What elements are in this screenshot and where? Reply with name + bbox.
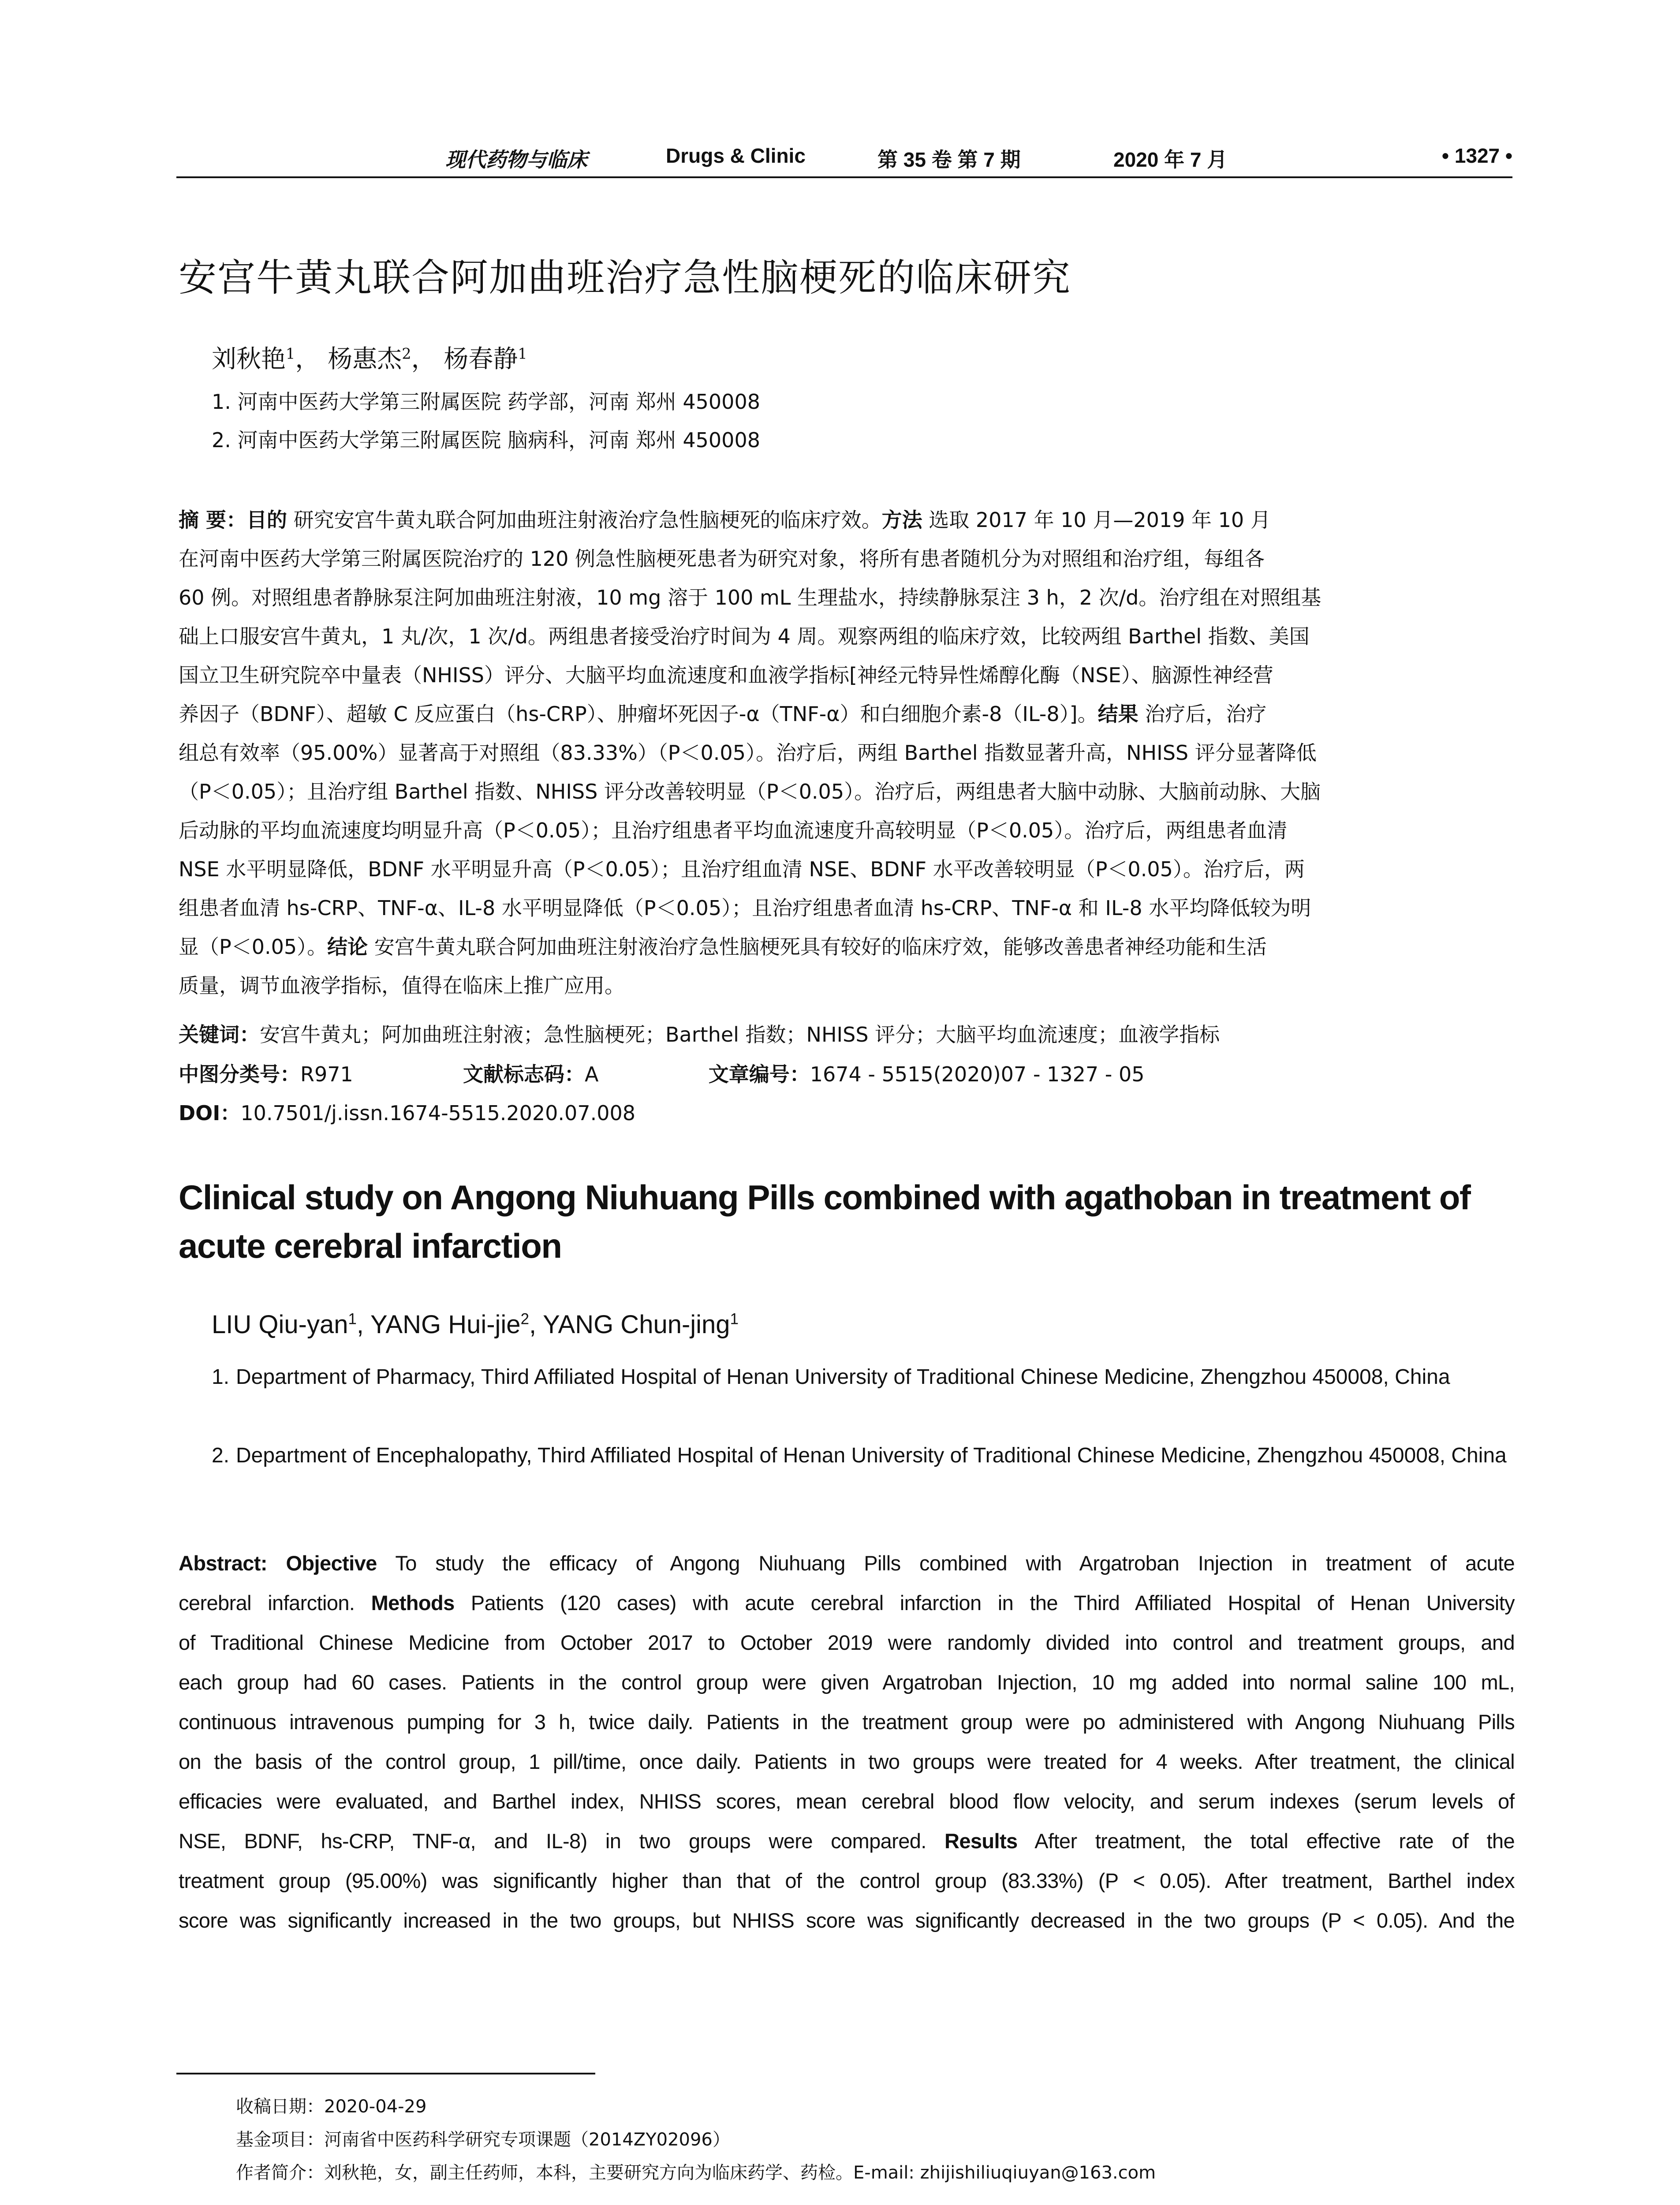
cn-abstract-line: 后动脉的平均血流速度均明显升高（P＜0.05）；且治疗组患者平均血流速度升高较明显（P＜0.05）。治疗后，两组患者血清 [179,818,1288,842]
en-abstract-line: on the basis of the control group, 1 pill/time, once daily. Patients in two groups were treated for 4 weeks. After treatment, the clinical [179,1750,1515,1773]
en-title: Clinical study on Angong Niuhuang Pills combined with agathoban in treatment of acute cerebral infarction [179,1178,1471,1265]
cn-abstract-line: 组患者血清 hs-CRP、TNF-α、IL-8 水平明显降低（P＜0.05）；且治疗组患者血清 hs-CRP、TNF-α 和 IL-8 水平均降低较为明 [179,896,1311,920]
author-sup: 1 [730,1310,739,1328]
en-abstract-line: each group had 60 cases. Patients in the control group were given Argatroban Injection, 10 mg added into normal saline 100 mL, [179,1671,1515,1694]
en-abstract-line: efficacies were evaluated, and Barthel index, NHISS scores, mean cerebral blood flow velocity, and serum indexes (serum levels of [179,1790,1515,1813]
cn-abstract-line: 质量，调节血液学指标，值得在临床上推广应用。 [179,974,625,998]
doi-line: DOI：10.7501/j.issn.1674-5515.2020.07.008 [179,1101,636,1125]
page-number: • 1327 • [1441,144,1512,167]
cn-abstract-line: NSE 水平明显降低，BDNF 水平明显升高（P＜0.05）；且治疗组血清 NSE、BDNF 水平改善较明显（P＜0.05）。治疗后，两 [179,857,1305,881]
cn-abstract-line: 组总有效率（95.00%）显著高于对照组（83.33%）（P＜0.05）。治疗后，两组 Barthel 指数显著升高，NHISS 评分显著降低 [179,741,1317,765]
en-abstract-line: Abstract: Objective To study the efficacy of Angong Niuhuang Pills combined with Argatroban Injection in treatment of acute [179,1551,1515,1575]
cn-abstract-line: 础上口服安宫牛黄丸，1 丸/次，1 次/d。两组患者接受治疗时间为 4 周。观察两组的临床疗效，比较两组 Barthel 指数、美国 [179,624,1310,648]
en-abstract-line: of Traditional Chinese Medicine from October 2017 to October 2019 were randomly divided into control and treatment groups, and [179,1631,1515,1654]
author-sup: 1 [348,1310,357,1328]
classification-line: 中图分类号：R971 文献标志码：A 文章编号：1674 - 5515(2020)07 - 1327 - 05 [179,1062,1145,1086]
cn-abstract-line: 摘 要：目的 研究安宫牛黄丸联合阿加曲班注射液治疗急性脑梗死的临床疗效。方法 选取 2017 年 10 月—2019 年 10 月 [179,508,1271,532]
en-abstract-line: continuous intravenous pumping for 3 h, twice daily. Patients in the treatment group were po administered with Angong Niuhuang Pills [179,1710,1515,1734]
cn-abstract-line: 国立卫生研究院卒中量表（NHISS）评分、大脑平均血流速度和血液学指标[神经元特异性烯醇化酶（NSE）、脑源性神经营 [179,663,1273,687]
funding: 基金项目：河南省中医药科学研究专项课题（2014ZY02096） [236,2130,730,2150]
author-name: 杨惠杰 [328,345,402,374]
author-sup: 1 [518,345,527,363]
footnote-rule [176,2073,595,2074]
cn-abstract-line: 在河南中医药大学第三附属医院治疗的 120 例急性脑梗死患者为研究对象，将所有患者随机分为对照组和治疗组，每组各 [179,547,1265,571]
en-abstract-line: score was significantly increased in the two groups, but NHISS score was significantly decreased in the two groups (P < 0.05). And the [179,1909,1515,1932]
en-abstract [179,1544,1515,1940]
running-header [176,140,1512,176]
author-sup: 2 [520,1310,529,1328]
en-abstract-line: cerebral infarction. Methods Patients (120 cases) with acute cerebral infarction in the Third Affiliated Hospital of Henan University [179,1591,1515,1615]
author-name: YANG Chun-jing [543,1310,730,1339]
cn-abstract [179,501,1512,1005]
volume-issue: 第 35 卷 第 7 期 [877,148,1021,171]
cn-affiliation-1: 1. 河南中医药大学第三附属医院 药学部，河南 郑州 450008 [212,390,760,414]
author-name: 杨春静 [444,345,518,374]
author-sup: 2 [402,345,411,363]
author-name: LIU Qiu-yan [212,1310,348,1339]
issue-date: 2020 年 7 月 [1113,148,1228,171]
author-sup: 1 [286,345,295,363]
en-authors: LIU Qiu-yan$^1$, YANG Hui-jie$^2$, YANG Chun-jing$^1$ [212,1310,739,1339]
cn-title: 安宫牛黄丸联合阿加曲班治疗急性脑梗死的临床研究 [179,256,1071,300]
header-rule [176,176,1512,178]
en-abstract-line: treatment group (95.00%) was significantly higher than that of the control group (83.33%) (P < 0.05). After treatment, Barthel index [179,1869,1515,1892]
cn-abstract-line: 养因子（BDNF）、超敏 C 反应蛋白（hs-CRP）、肿瘤坏死因子-α（TNF-α）和白细胞介素-8（IL-8）]。结果 治疗后，治疗 [179,702,1267,726]
cn-abstract-line: （P＜0.05）；且治疗组 Barthel 指数、NHISS 评分改善较明显（P＜0.05）。治疗后，两组患者大脑中动脉、大脑前动脉、大脑 [179,780,1321,804]
author-name: 刘秋艳 [212,345,286,374]
cn-abstract-line: 60 例。对照组患者静脉泵注阿加曲班注射液，10 mg 溶于 100 mL 生理盐水，持续静脉泵注 3 h，2 次/d。治疗组在对照组基 [179,586,1322,609]
journal-name-en: Drugs & Clinic [666,144,806,167]
cn-authors: 刘秋艳$^1$， 杨惠杰$^2$， 杨春静$^1$ [212,345,527,374]
en-affiliation-2: 2. Department of Encephalopathy, Third Affiliated Hospital of Henan University of Traditional Chinese Medicine, Zhengzhou 450008, China [212,1444,1507,1467]
en-abstract-line: NSE, BDNF, hs-CRP, TNF-α, and IL-8) in two groups were compared. Results After treatment, the total effective rate of the [179,1829,1515,1853]
journal-name-cn: 现代药物与临床 [445,148,587,172]
cn-keywords: 关键词：安宫牛黄丸；阿加曲班注射液；急性脑梗死；Barthel 指数；NHISS 评分；大脑平均血流速度；血液学指标 [179,1023,1220,1046]
cn-abstract-line: 显（P＜0.05）。结论 安宫牛黄丸联合阿加曲班注射液治疗急性脑梗死具有较好的临床疗效，能够改善患者神经功能和生活 [179,935,1267,959]
author-name: YANG Hui-jie [370,1310,521,1339]
en-affiliation-1: 1. Department of Pharmacy, Third Affiliated Hospital of Henan University of Traditional Chinese Medicine, Zhengzhou 450008, China [212,1365,1450,1389]
received-date: 收稿日期：2020-04-29 [236,2097,427,2117]
cn-affiliation-2: 2. 河南中医药大学第三附属医院 脑病科，河南 郑州 450008 [212,428,760,452]
author-bio: 作者简介：刘秋艳，女，副主任药师，本科，主要研究方向为临床药学、药检。E-mail: zhijishiliuqiuyan@163.com [236,2163,1156,2183]
